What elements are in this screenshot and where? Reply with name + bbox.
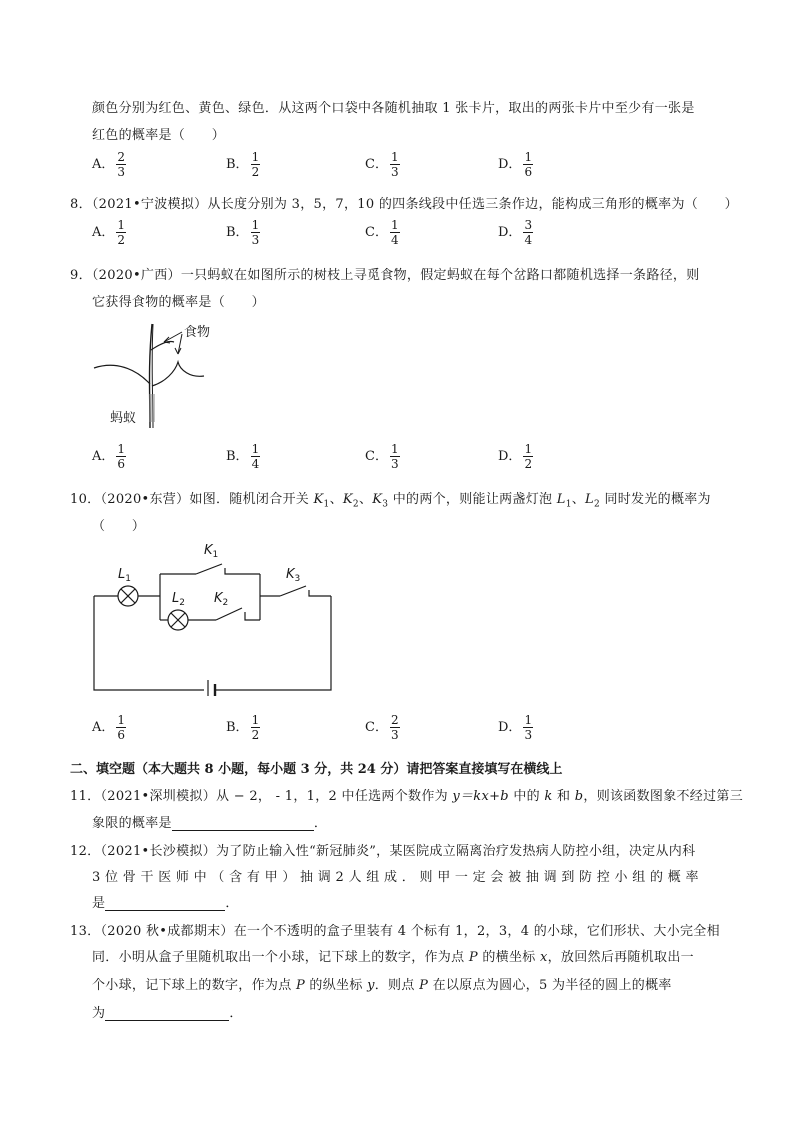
fraction: $\frac{1}{6}$	[117, 442, 126, 471]
left-branch	[94, 365, 150, 384]
q10-option-c[interactable]: C． $\frac{2}{3}$	[365, 713, 399, 742]
q9-option-b[interactable]: B． $\frac{1}{4}$	[226, 442, 260, 471]
fraction: $\frac{3}{4}$	[524, 218, 533, 247]
q7-line-1: 颜色分别为红色、黄色、绿色．从这两个口袋中各随机抽取 1 张卡片，取出的两张卡片中至少有一张是	[92, 101, 695, 116]
ant-branch-figure	[90, 316, 230, 432]
q11-answer-blank[interactable]	[172, 816, 314, 831]
q7-option-a[interactable]: A． $\frac{2}{3}$	[92, 150, 126, 179]
q7-option-b[interactable]: B． $\frac{1}{2}$	[226, 150, 260, 179]
fraction: $\frac{1}{3}$	[251, 218, 260, 247]
q9-option-d[interactable]: D． $\frac{1}{2}$	[498, 442, 533, 471]
fraction: $\frac{2}{3}$	[390, 713, 399, 742]
q8-option-d[interactable]: D． $\frac{3}{4}$	[498, 218, 533, 247]
circuit-figure	[88, 540, 338, 696]
section-2-heading: 二、填空题（本大题共 8 小题，每小题 3 分，共 24 分）请把答案直接填写在横线上	[70, 762, 563, 777]
wire	[245, 612, 260, 620]
fraction: $\frac{1}{2}$	[117, 218, 126, 247]
wire	[309, 590, 331, 596]
switch-k1-blade	[196, 564, 222, 574]
q13-answer-blank[interactable]	[105, 1006, 229, 1021]
q8-option-a[interactable]: A． $\frac{1}{2}$	[92, 218, 126, 247]
q10-line-2: （ ）	[92, 519, 146, 534]
wire-bottom-right	[216, 596, 331, 690]
q8-option-c[interactable]: C． $\frac{1}{4}$	[365, 218, 399, 247]
lower-right-branch	[152, 362, 204, 386]
fraction: $\frac{1}{3}$	[524, 713, 533, 742]
q7-option-c[interactable]: C． $\frac{1}{3}$	[365, 150, 399, 179]
q12-answer-blank[interactable]	[105, 896, 225, 911]
trunk-texture	[149, 394, 155, 422]
q13-line-3: 个小球，记下球上的数字，作为点 P 的纵坐标 y．则点 P 在以原点为圆心，5 为半径的圆上的概率	[92, 978, 672, 993]
q9-option-a[interactable]: A． $\frac{1}{6}$	[92, 442, 126, 471]
wire-bottom-left	[94, 596, 204, 690]
q7-line-2: 红色的概率是（ ）	[92, 128, 226, 143]
fraction: $\frac{1}{6}$	[524, 150, 533, 179]
q10-option-d[interactable]: D． $\frac{1}{3}$	[498, 713, 533, 742]
fraction: $\frac{1}{6}$	[117, 713, 126, 742]
arrowhead	[175, 348, 181, 354]
q9-line-1: 9．（2020•广西）一只蚂蚁在如图所示的树枝上寻觅食物，假定蚂蚁在每个岔路口都随机选择一条路径，则	[70, 268, 700, 283]
fraction: $\frac{1}{2}$	[251, 713, 260, 742]
q7-option-d[interactable]: D． $\frac{1}{6}$	[498, 150, 533, 179]
q9-line-2: 它获得食物的概率是（ ）	[92, 295, 265, 310]
food-label: 食物	[184, 325, 211, 340]
fraction: $\frac{1}{4}$	[251, 442, 260, 471]
fraction: $\frac{1}{3}$	[390, 442, 399, 471]
q9-option-c[interactable]: C． $\frac{1}{3}$	[365, 442, 399, 471]
label-k1: $K_1$	[204, 543, 219, 560]
q10-option-a[interactable]: A． $\frac{1}{6}$	[92, 713, 126, 742]
q13-line-2: 同．小明从盒子里随机取出一个小球，记下球上的数字，作为点 P 的横坐标 x，放回然后再随机取出一	[92, 950, 694, 965]
switch-k2-blade	[216, 608, 242, 620]
q10-option-b[interactable]: B． $\frac{1}{2}$	[226, 713, 260, 742]
q12-line-1: 12．（2021•长沙模拟）为了防止输入性“新冠肺炎”，某医院成立隔离治疗发热病人防控小组，决定从内科	[70, 844, 696, 859]
fraction: $\frac{1}{3}$	[390, 150, 399, 179]
ant-label: 蚂蚁	[110, 411, 137, 426]
q10-line-1: 10．（2020•东营）如图．随机闭合开关 $K_1$、$K_2$、$K_3$ 中的两个，则能让两盏灯泡 $L_1$、$L_2$ 同时发光的概率为	[70, 492, 711, 510]
q11-line-1: 11．（2021•深圳模拟）从 − 2， - 1，1，2 中任选两个数作为 y＝kx+b 中的 k 和 b，则该函数图象不经过第三	[70, 789, 743, 804]
label-l1: $L_1$	[118, 567, 131, 584]
fraction: $\frac{2}{3}$	[117, 150, 126, 179]
q11-line-2: 象限的概率是 ．	[92, 816, 328, 831]
fraction: $\frac{1}{2}$	[524, 442, 533, 471]
fraction: $\frac{1}{2}$	[251, 150, 260, 179]
q13-line-4: 为 ．	[92, 1006, 243, 1021]
label-k3: $K_3$	[286, 567, 301, 584]
q13-line-1: 13．（2020 秋•成都期末）在一个不透明的盒子里装有 4 个标有 1，2，3，4 的小球，它们形状、大小完全相	[70, 924, 720, 939]
fraction: $\frac{1}{4}$	[390, 218, 399, 247]
q8-stem: 8．（2021•宁波模拟）从长度分别为 3，5，7，10 的四条线段中任选三条作边，能构成三角形的概率为（ ）	[70, 197, 738, 212]
switch-k3-blade	[280, 586, 306, 596]
upper-right-branch	[151, 341, 174, 350]
q12-line-3: 是 ．	[92, 896, 239, 911]
q12-line-2: 3 位 骨 干 医 师 中 （ 含 有 甲 ） 抽 调 2 人 组 成 ． 则 甲 一 定 会 被 抽 调 到 防 控 小 组 的 概 率	[92, 870, 699, 885]
q8-option-b[interactable]: B． $\frac{1}{3}$	[226, 218, 260, 247]
label-l2: $L_2$	[172, 591, 185, 608]
wire	[225, 568, 260, 574]
label-k2: $K_2$	[214, 591, 229, 608]
arrow-line	[164, 332, 182, 342]
